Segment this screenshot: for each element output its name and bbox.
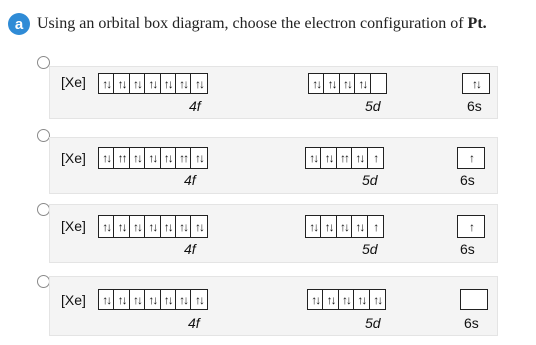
orbital-box: ↑↓ [161, 148, 176, 168]
core-notation: [Xe] [61, 150, 86, 166]
orbital-box: ↑↓ [321, 216, 336, 237]
option-2-card[interactable] [49, 137, 498, 194]
orbital-box: ↑↓ [472, 76, 480, 91]
orbital-box: ↑↓ [340, 74, 355, 93]
option-3-card[interactable] [49, 204, 498, 263]
orbital-box: ↑↓ [339, 290, 354, 309]
orbital-box: ↑↓ [114, 290, 129, 309]
orbital-box: ↑↓ [145, 216, 160, 237]
orbital-box: ↑↓ [145, 148, 160, 168]
4f-label: 4f [184, 172, 196, 188]
orbital-box: ↑↓ [130, 216, 145, 237]
orbital-box: ↑↓ [114, 74, 129, 93]
orbital-box: ↑↓ [352, 216, 367, 237]
orbital-box: ↑↓ [323, 290, 338, 309]
orbital-box: ↑↓ [176, 74, 191, 93]
orbital-box: ↑↓ [145, 74, 160, 93]
orbital-box: ↑↓ [373, 292, 382, 307]
orbital-box: ↑↑ [337, 148, 352, 168]
orbital-box: ↑↓ [321, 148, 336, 168]
orbital-box: ↑↓ [306, 216, 321, 237]
6s-label: 6s [460, 241, 475, 257]
4f-orbital-boxes [98, 73, 208, 94]
orbital-box: ↑↓ [324, 74, 339, 93]
orbital-box: ↑↓ [130, 290, 145, 309]
orbital-box: ↑↓ [161, 290, 176, 309]
core-notation: [Xe] [61, 292, 86, 308]
orbital-box: ↑↓ [308, 290, 323, 309]
core-notation: [Xe] [61, 218, 86, 234]
4f-label: 4f [184, 241, 196, 257]
orbital-box: ↑↓ [306, 148, 321, 168]
orbital-box: ↑↓ [195, 76, 204, 91]
5d-label: 5d [362, 241, 378, 257]
option-4-card[interactable] [49, 276, 498, 336]
orbital-box: ↑ [469, 151, 473, 165]
6s-label: 6s [464, 315, 479, 331]
6s-orbital-box [460, 289, 488, 310]
orbital-box: ↑↓ [195, 151, 204, 165]
orbital-box: ↑↓ [176, 216, 191, 237]
4f-orbital-boxes [98, 215, 208, 238]
orbital-box: ↑↓ [161, 216, 176, 237]
6s-orbital-box [457, 147, 485, 169]
4f-orbital-boxes [98, 289, 208, 310]
question-prompt: Using an orbital box diagram, choose the electron configuration of [37, 15, 468, 32]
orbital-box: ↑ [469, 219, 473, 234]
orbital-box: ↑ [373, 151, 378, 165]
5d-orbital-boxes [305, 215, 384, 238]
orbital-box: ↑↓ [99, 74, 114, 93]
4f-label: 4f [188, 315, 200, 331]
orbital-box: ↑↓ [145, 290, 160, 309]
orbital-box: ↑↓ [355, 74, 370, 93]
4f-label: 4f [189, 98, 201, 114]
orbital-box: ↑↓ [195, 219, 204, 234]
orbital-box: ↑↓ [114, 216, 129, 237]
question-badge: a [8, 13, 30, 35]
orbital-box: ↑↓ [352, 148, 367, 168]
question-header [8, 13, 487, 35]
6s-orbital-box [462, 73, 490, 94]
orbital-box: ↑↓ [99, 216, 114, 237]
orbital-box: ↑↑ [176, 148, 191, 168]
orbital-box: ↑↓ [354, 290, 369, 309]
6s-label: 6s [460, 172, 475, 188]
orbital-box: ↑↓ [130, 148, 145, 168]
5d-label: 5d [365, 315, 381, 331]
orbital-box: ↑↓ [309, 74, 324, 93]
orbital-box: ↑↓ [99, 290, 114, 309]
5d-label: 5d [365, 98, 381, 114]
orbital-box [461, 290, 487, 309]
orbital-box: ↑↓ [337, 216, 352, 237]
5d-orbital-boxes [305, 147, 384, 169]
orbital-box: ↑↓ [195, 292, 204, 307]
orbital-box: ↑ [373, 219, 378, 234]
orbital-box: ↑↑ [114, 148, 129, 168]
question-element: Pt. [467, 15, 487, 32]
core-notation: [Xe] [61, 74, 86, 90]
orbital-box [371, 74, 386, 93]
orbital-box: ↑↓ [130, 74, 145, 93]
5d-orbital-boxes [307, 289, 386, 310]
question-text [37, 15, 487, 33]
6s-label: 6s [467, 98, 482, 114]
option-1-card[interactable] [49, 66, 498, 119]
orbital-box: ↑↓ [161, 74, 176, 93]
5d-orbital-boxes [308, 73, 387, 94]
6s-orbital-box [457, 215, 485, 238]
orbital-box: ↑↓ [176, 290, 191, 309]
4f-orbital-boxes [98, 147, 208, 169]
5d-label: 5d [362, 172, 378, 188]
orbital-box: ↑↓ [99, 148, 114, 168]
